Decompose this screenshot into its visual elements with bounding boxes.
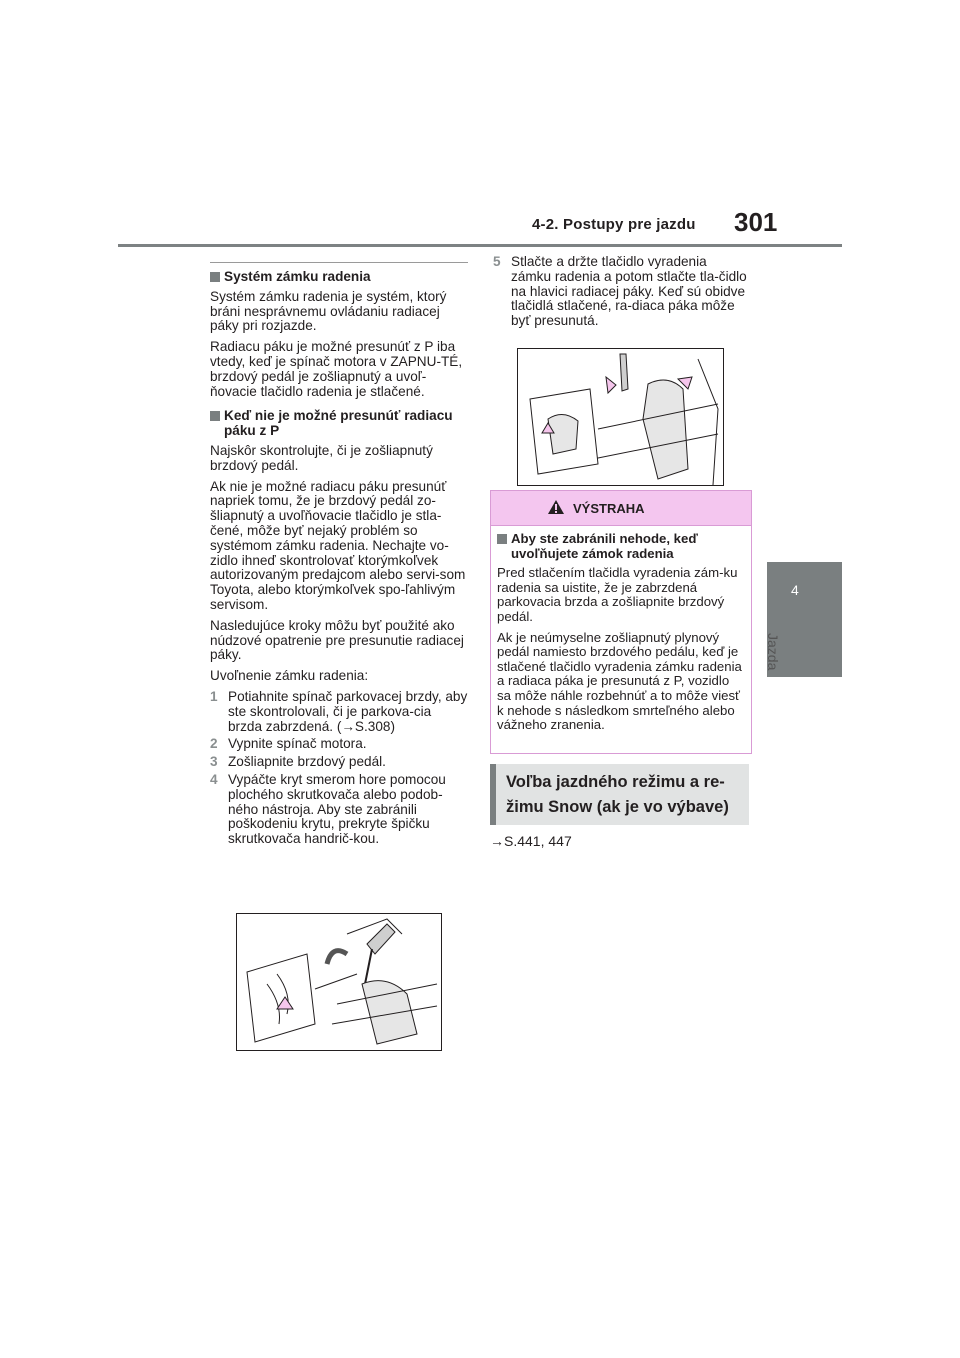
step-item: 2 Vypnite spínač motora. [210,736,367,752]
screwdriver-cover-illustration [237,914,441,1050]
square-bullet-icon [210,272,220,282]
step-item: 5 Stlačte a držte tlačidlo vyradenia zámku radenia a potom stlačte tla-čidlo na hlavici radiacej páky. Keď sú obidve tlačidlá stlačené, ra-diaca páka môže byť presunutá. [493,254,747,329]
paragraph: Uvoľnenie zámku radenia: [210,668,369,684]
section-title-box [490,764,749,825]
warning-triangle-icon [547,499,565,515]
paragraph: Najskôr skontrolujte, či je zošliapnutý brzdový pedál. [210,442,433,473]
cover-removal-illustration [236,913,442,1051]
header-rule [118,244,842,247]
page-number: 301 [734,207,778,237]
section-header: 4-2. Postupy pre jazdu [532,216,696,233]
paragraph: Systém zámku radenia je systém, ktorý bráni nesprávnemu ovládaniu radiacej páky pri rozjazde. [210,288,447,334]
step-item: 3 Zošliapnite brzdový pedál. [210,754,386,770]
warning-paragraph: Pred stlačením tlačidla vyradenia zám-ku radenia sa uistite, že je zabrzdená parkovacia brzda a zošliapnite brzdový pedál. [497,565,738,624]
warning-body [491,526,751,733]
chapter-tab-label: Jazda [765,633,781,671]
paragraph: Ak nie je možné radiacu páku presunúť napriek tomu, že je brzdový pedál zo-šliapnutý a uvoľňovacie tlačidlo je stla-čené, môže byť nejaký problém so systémom zámku radenia. Nechajte vo-zidlo ihneď skontrolovať ktorýmkoľvek autorizovaným predajcom alebo servi-som Toyota, alebo ktorýmkoľvek spo-ľahlivým servisom. [210,478,466,612]
warning-subheading: Aby ste zabránili nehode, keď uvoľňujete zámok radenia [497,532,743,561]
page-reference: →S.441, 447 [490,833,572,849]
step-item: 1 Potiahnite spínač parkovacej brzdy, aby ste skontrolovali, či je parkova-cia brzda zabrzdená. (→S.308) [210,688,468,734]
square-bullet-icon [210,411,220,421]
shift-lock-release-illustration [517,348,724,486]
left-column [210,262,468,850]
subsection-heading-cannot-shift: Keď nie je možné presunúť radiacu páku z P [210,409,468,439]
chapter-tab-number: 4 [791,582,799,598]
subsection-rule [210,262,468,263]
square-bullet-icon [497,534,507,544]
warning-paragraph: Ak je neúmyselne zošliapnutý plynový pedál namiesto brzdového pedálu, keď je stlačené tlačidlo vyradenia zámku radenia a radiaca páka je presunutá z P, vozidlo sa môže náhle rozbehnúť a to môže viesť k nehode s následkom smrteľného alebo vážneho zranenia. [497,629,742,733]
paragraph: Radiacu páku je možné presunúť z P iba vtedy, keď je spínač motora v ZAPNU-TÉ, brzdový pedál je zošliapnutý a uvoľ-ňovacie tlačidlo radenia je stlačené. [210,339,463,399]
step5-block [493,255,749,332]
paragraph: Nasledujúce kroky môžu byť použité ako núdzové opatrenie pre presunutie radiacej páky. [210,617,464,663]
warning-box [490,490,752,754]
warning-title: VÝSTRAHA [573,501,645,516]
step-item: 4 Vypáčte kryt smerom hore pomocou plochého skrutkovača alebo podob-ného nástroja. Aby ste zabránili poškodeniu krytu, prekryte špičku skrutkovača handrič-kou. [210,771,446,847]
warning-header [491,491,751,526]
shift-lever-illustration [518,349,723,485]
section-title: Voľba jazdného režimu a re-žimu Snow (ak je vo výbave) [506,773,729,816]
subsection-heading-shift-lock: Systém zámku radenia [210,270,468,285]
